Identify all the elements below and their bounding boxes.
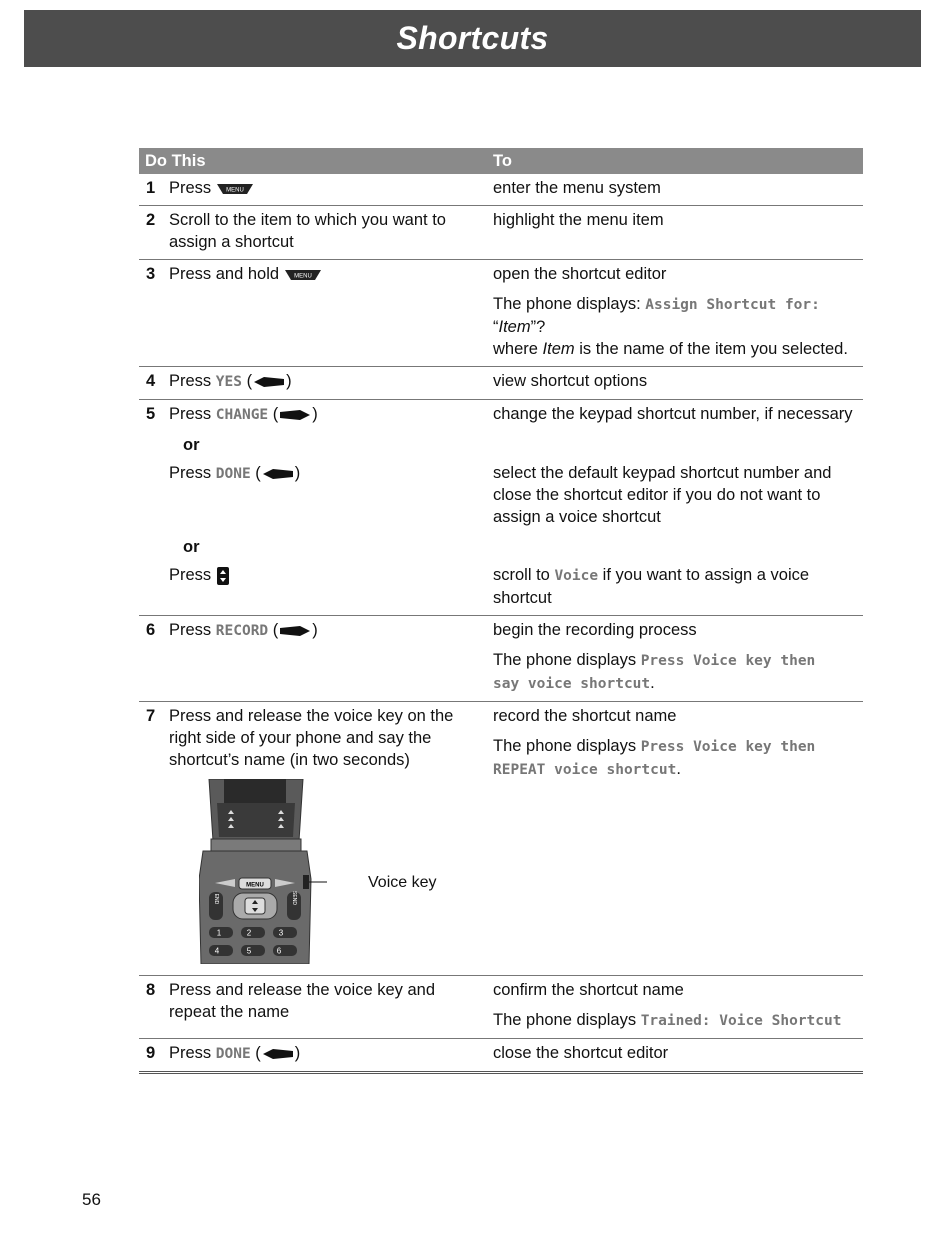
step-number: 4 bbox=[146, 372, 156, 390]
right-soft-key-icon bbox=[278, 625, 312, 637]
step-number: 9 bbox=[146, 1044, 156, 1062]
step-action: Press and hold MENU bbox=[169, 260, 493, 366]
display-note: The phone displays Press Voice key then say voice shortcut. bbox=[493, 651, 816, 692]
voice-key-icon bbox=[303, 875, 309, 889]
nav-key-icon bbox=[216, 566, 230, 586]
display-note: The phone displays: Assign Shortcut for: “Item”? where Item is the name of the item you selected. bbox=[493, 295, 848, 358]
table-row bbox=[139, 260, 863, 367]
page-title: Shortcuts bbox=[396, 20, 549, 56]
step-result: scroll to Voice if you want to assign a voice shortcut bbox=[493, 566, 810, 607]
svg-text:SEND: SEND bbox=[291, 891, 297, 905]
table-row bbox=[139, 976, 863, 1039]
step-result: begin the recording process The phone displays Press Voice key then say voice shortcut. bbox=[493, 616, 863, 701]
step-action: Press DONE ( ) bbox=[169, 464, 301, 482]
step-number: 2 bbox=[146, 211, 156, 229]
right-soft-key-icon bbox=[278, 409, 312, 421]
step-action: Press and release the voice key on the right side of your phone and say the shortcut’s name (in two seconds) MENU END SEND 1 2 3 4 5 6 Voice key bbox=[169, 702, 493, 975]
header-to: To bbox=[493, 152, 512, 170]
svg-text:END: END bbox=[213, 893, 219, 905]
step-action: Press CHANGE ( ) bbox=[169, 405, 318, 423]
table-row bbox=[139, 616, 863, 702]
display-text: Voice bbox=[554, 568, 599, 584]
left-soft-key-icon bbox=[252, 376, 286, 388]
table-row bbox=[139, 174, 863, 206]
table-row bbox=[139, 1039, 863, 1074]
soft-key-label: YES bbox=[215, 374, 242, 390]
or-separator: or bbox=[183, 538, 200, 556]
soft-key-label: CHANGE bbox=[215, 407, 269, 423]
step-number: 7 bbox=[146, 707, 156, 725]
phone-figure bbox=[169, 779, 493, 969]
step-result: close the shortcut editor bbox=[493, 1044, 669, 1062]
step-number: 6 bbox=[146, 621, 156, 639]
display-note: The phone displays Press Voice key then REPEAT voice shortcut. bbox=[493, 737, 816, 778]
step-result: change the keypad shortcut number, if necessary bbox=[493, 405, 853, 423]
left-soft-key-icon bbox=[261, 1048, 295, 1060]
soft-key-label: RECORD bbox=[215, 623, 269, 639]
left-soft-key-icon bbox=[261, 468, 295, 480]
menu-key-icon bbox=[216, 183, 254, 195]
soft-key-label: DONE bbox=[215, 1046, 251, 1062]
step-number: 3 bbox=[146, 265, 156, 283]
svg-text:6: 6 bbox=[276, 946, 282, 956]
svg-text:MENU: MENU bbox=[246, 882, 264, 889]
step-result: select the default keypad shortcut number and close the shortcut editor if you do not want to assign a voice shortcut bbox=[493, 464, 832, 526]
display-note: The phone displays Trained: Voice Shortcut bbox=[493, 1011, 842, 1029]
svg-text:3: 3 bbox=[278, 928, 284, 938]
svg-text:2: 2 bbox=[246, 928, 252, 938]
display-text: Press Voice key then REPEAT voice shortcut bbox=[493, 739, 816, 778]
step-number: 8 bbox=[146, 981, 156, 999]
step-number: 1 bbox=[146, 179, 156, 197]
step-action: Press bbox=[169, 564, 493, 609]
voice-key-label: Voice key bbox=[368, 874, 437, 891]
step-result: enter the menu system bbox=[493, 179, 661, 197]
step-result: record the shortcut name The phone displays Press Voice key then REPEAT voice shortcut. bbox=[493, 702, 863, 975]
table-header bbox=[139, 148, 863, 174]
header-do-this: Do This bbox=[145, 152, 206, 170]
step-result: view shortcut options bbox=[493, 372, 648, 390]
table-row bbox=[139, 206, 863, 260]
step-action: Press RECORD ( ) bbox=[169, 621, 318, 639]
step-action: Press YES ( ) bbox=[169, 372, 292, 390]
step-result: open the shortcut editor The phone displays: Assign Shortcut for: “Item”? where Item is the name of the item you selected. bbox=[493, 260, 863, 366]
svg-text:1: 1 bbox=[216, 928, 222, 938]
table-row bbox=[139, 400, 863, 616]
step-action: Press DONE ( ) bbox=[169, 1044, 301, 1062]
step-action: Press and release the voice key and repeat the name bbox=[169, 981, 435, 1021]
display-text: Trained: Voice Shortcut bbox=[640, 1013, 842, 1029]
svg-text:5: 5 bbox=[246, 946, 252, 956]
step-action: Press MENU bbox=[169, 174, 493, 205]
svg-text:MENU: MENU bbox=[293, 273, 312, 280]
svg-text:MENU: MENU bbox=[225, 187, 244, 194]
table-row bbox=[139, 367, 863, 400]
step-result: confirm the shortcut name The phone displays Trained: Voice Shortcut bbox=[493, 976, 863, 1038]
table-row bbox=[139, 702, 863, 976]
step-action: Scroll to the item to which you want to assign a shortcut bbox=[169, 211, 446, 251]
instruction-table bbox=[139, 148, 863, 1074]
display-text: Assign Shortcut for: bbox=[645, 297, 820, 313]
svg-text:4: 4 bbox=[214, 946, 220, 956]
page-number: 56 bbox=[82, 1190, 101, 1209]
step-result: highlight the menu item bbox=[493, 211, 664, 229]
soft-key-label: DONE bbox=[215, 466, 251, 482]
display-text: Press Voice key then say voice shortcut bbox=[493, 653, 816, 692]
step-number: 5 bbox=[146, 405, 156, 423]
page-banner bbox=[24, 10, 921, 67]
menu-key-icon bbox=[284, 269, 322, 281]
or-separator: or bbox=[183, 436, 200, 454]
